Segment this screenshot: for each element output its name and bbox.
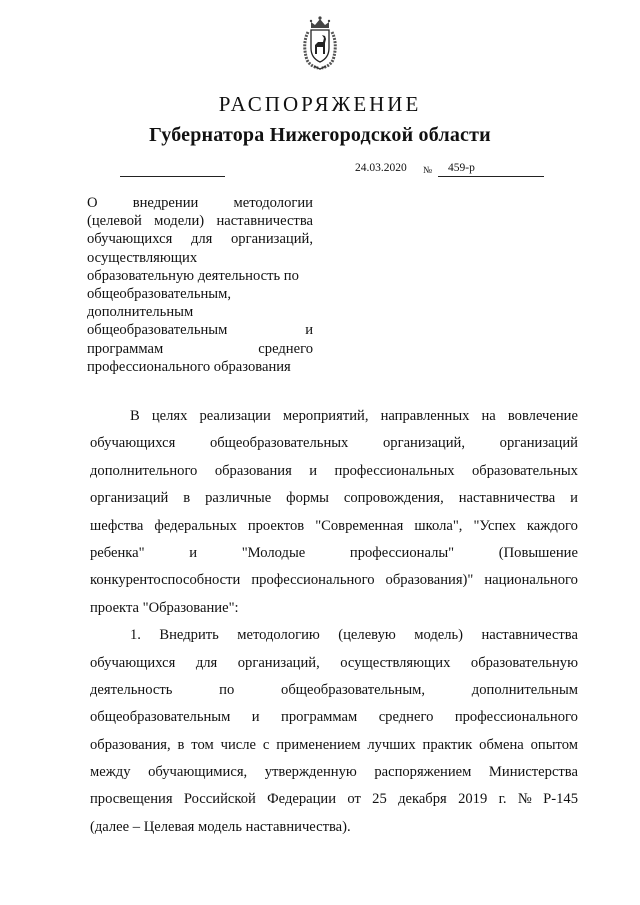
body-word: с <box>262 736 270 753</box>
body-word: организаций <box>90 490 169 507</box>
subject-word: методологии <box>233 195 313 211</box>
body-word: в <box>183 490 191 507</box>
body-line <box>90 430 578 457</box>
subject-word: внедрении <box>132 195 199 211</box>
body-line <box>90 540 578 567</box>
body-word: образования, <box>90 736 171 753</box>
body-word: дополнительным <box>471 681 578 698</box>
subject-word: образовательную деятельность по <box>87 267 299 284</box>
body-word: Федерации <box>267 791 337 808</box>
body-word: мероприятий, <box>282 408 369 424</box>
number-label: № <box>423 166 433 176</box>
body-word: национального <box>484 572 578 589</box>
body-word: организаций, <box>237 654 320 671</box>
body-word: для <box>195 654 218 671</box>
subject-word: общеобразовательным <box>87 322 228 339</box>
body-word: Министерства <box>488 764 578 781</box>
subject-line <box>87 267 313 285</box>
signature-line <box>120 176 225 177</box>
body-word: реализации <box>199 408 271 424</box>
body-word: профессионалы" <box>349 544 455 561</box>
body-word: различные <box>205 490 272 507</box>
body-line <box>90 759 578 786</box>
subject-word: среднего <box>258 340 313 357</box>
body-word: обучающихся <box>90 654 176 671</box>
body-word: том <box>191 736 214 753</box>
body-word: образовательную <box>470 654 578 671</box>
body-line: проекта "Образование": <box>90 599 239 616</box>
subject-word: организаций, <box>231 231 313 248</box>
body-line <box>90 786 578 813</box>
body-word: Р-145 <box>543 791 578 808</box>
subject-word: профессионального образования <box>87 358 291 375</box>
body-word: федеральных <box>154 517 237 534</box>
body-word: обмена <box>479 736 524 753</box>
body-word: проектов <box>247 517 305 534</box>
body-word: в <box>177 736 185 753</box>
body-word: методологию <box>237 627 320 644</box>
body-line <box>90 513 578 540</box>
body-word: и <box>251 709 260 726</box>
body-word: профессионального <box>454 709 578 726</box>
body-word: "Современная <box>315 517 404 534</box>
body-word: вовлечение <box>507 408 578 424</box>
body-word: наставничества <box>458 490 556 507</box>
body-word: просвещения <box>90 791 173 808</box>
document-body <box>90 403 578 841</box>
body-line <box>90 704 578 731</box>
coat-of-arms-icon <box>299 14 341 70</box>
body-word: общеобразовательных <box>209 435 349 452</box>
subject-word: и <box>305 322 313 339</box>
body-word: и <box>570 490 578 507</box>
body-word: ребенка" <box>90 544 145 561</box>
number-underline <box>438 176 544 177</box>
body-line <box>90 650 578 677</box>
subject-word: (целевой <box>87 213 142 230</box>
subject-word: осуществляющих <box>87 249 198 266</box>
body-word: шефства <box>90 517 144 534</box>
subject-line <box>87 285 313 303</box>
body-word: 2019 <box>458 791 488 808</box>
body-word: числе <box>220 736 257 753</box>
body-word: деятельность <box>90 681 173 698</box>
body-word: каждого <box>526 517 578 534</box>
body-word: на <box>481 408 496 424</box>
subject-line <box>87 358 313 376</box>
body-word: формы <box>286 490 329 507</box>
body-word: Российской <box>183 791 256 808</box>
body-word: № <box>517 791 532 808</box>
subject-word: обучающихся <box>87 231 173 248</box>
subject-line <box>87 321 313 339</box>
body-word: и <box>309 462 318 479</box>
subject-line <box>87 212 313 230</box>
body-word: (Повышение <box>498 544 578 561</box>
subject-word: О <box>87 195 98 211</box>
body-line <box>90 403 578 430</box>
subject-line <box>87 303 313 321</box>
body-word: г. <box>498 791 507 808</box>
subject-word: наставничества <box>216 213 313 230</box>
body-line <box>90 485 578 512</box>
subject-line <box>87 230 313 248</box>
body-word: наставничества <box>481 627 578 644</box>
body-word: применением <box>276 736 361 753</box>
body-word: конкурентоспособности <box>90 572 241 589</box>
body-word: сопровождения, <box>343 490 444 507</box>
body-word: направленных <box>380 408 470 424</box>
body-line <box>90 622 578 649</box>
subject-word: дополнительным <box>87 304 194 321</box>
body-word: обучающимися, <box>148 764 248 781</box>
subject-line <box>87 249 313 267</box>
document-subject <box>87 194 313 376</box>
issuer-subtitle: Губернатора Нижегородской области <box>149 124 491 146</box>
body-word: школа", <box>414 517 463 534</box>
body-word: 1. <box>130 627 141 644</box>
body-word: осуществляющих <box>340 654 451 671</box>
body-word: обучающихся <box>90 435 176 452</box>
body-word: образования)" <box>385 572 474 589</box>
body-word: по <box>219 681 235 698</box>
body-word: программам <box>281 709 358 726</box>
body-word: модель) <box>414 627 464 644</box>
body-word: утвержденную <box>264 764 357 781</box>
body-word: опытом <box>530 736 578 753</box>
body-word: от <box>347 791 361 808</box>
body-word: образования <box>214 462 292 479</box>
body-word: целях <box>151 408 188 424</box>
body-word: общеобразовательным <box>90 709 231 726</box>
body-word: профессиональных <box>334 462 455 479</box>
body-word: лучших <box>367 736 416 753</box>
body-word: дополнительного <box>90 462 198 479</box>
body-line <box>90 677 578 704</box>
body-line <box>90 567 578 594</box>
body-line <box>90 458 578 485</box>
body-word: Внедрить <box>159 627 219 644</box>
body-line: (далее – Целевая модель наставничества). <box>90 818 351 835</box>
subject-word: для <box>190 231 213 248</box>
subject-line <box>87 340 313 358</box>
body-word: распоряжением <box>374 764 472 781</box>
body-word: практик <box>422 736 473 753</box>
subject-line <box>87 194 313 212</box>
document-number: 459-р <box>448 162 475 174</box>
body-word: организаций <box>499 435 578 452</box>
body-word: среднего <box>378 709 434 726</box>
subject-word: модели) <box>154 213 205 230</box>
body-word: "Успех <box>473 517 516 534</box>
document-date: 24.03.2020 <box>355 162 407 174</box>
body-word: и <box>189 544 198 561</box>
subject-word: программам <box>87 340 164 357</box>
body-word: образовательных <box>472 462 578 479</box>
body-word: между <box>90 764 131 781</box>
body-word: профессионального <box>251 572 375 589</box>
body-word: (целевую <box>338 627 396 644</box>
body-line <box>90 732 578 759</box>
body-word: В <box>130 408 140 424</box>
body-word: декабря <box>398 791 447 808</box>
body-word: организаций, <box>383 435 465 452</box>
body-word: 25 <box>372 791 387 808</box>
body-word: "Молодые <box>241 544 306 561</box>
body-word: общеобразовательным, <box>281 681 426 698</box>
document-type-title: РАСПОРЯЖЕНИЕ <box>218 92 422 116</box>
subject-word: общеобразовательным, <box>87 285 231 302</box>
